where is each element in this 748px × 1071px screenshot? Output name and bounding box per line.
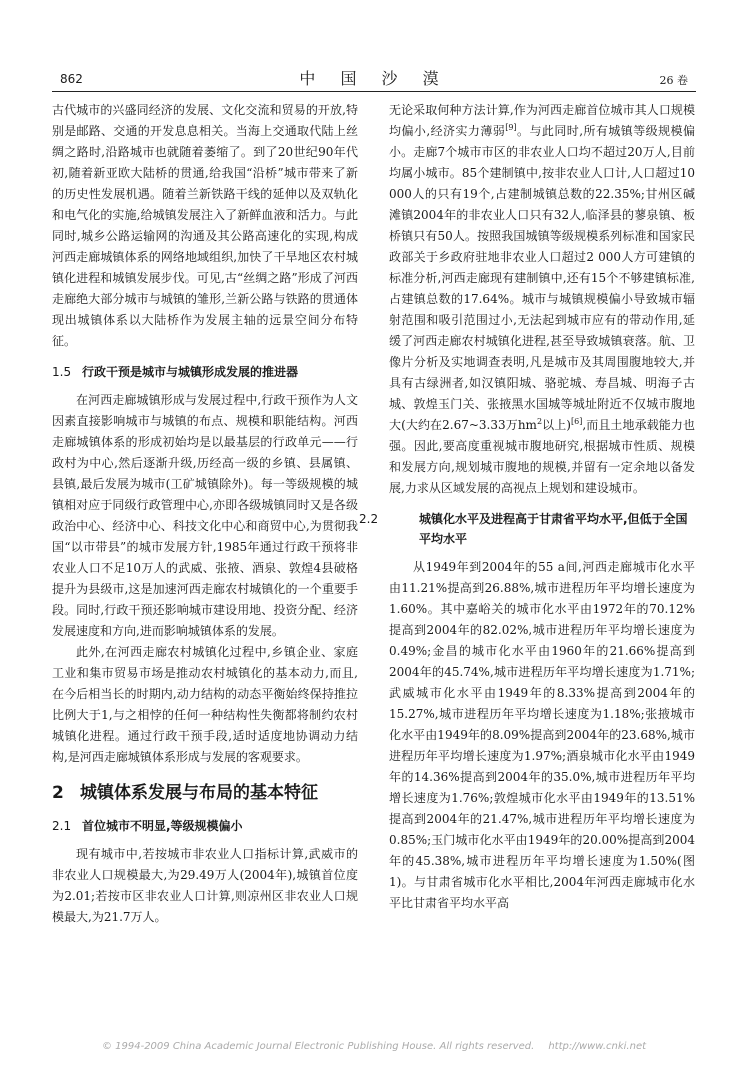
- paragraph-primacy: 现有城市中,若按城市非农业人口指标计算,武威市的非农业人口规模最大,为29.49万人(2004年),城镇首位度为2.01;若按市区非农业人口计算,则凉州区非农业人口规模最大,为21.7万人。: [52, 847, 358, 924]
- section-title: 城镇体系发展与布局的基本特征: [80, 783, 318, 803]
- section-2-2-heading: [359, 509, 695, 549]
- section-title: 行政干预是城市与城镇形成发展的推进器: [82, 365, 299, 379]
- journal-title: 中 国 沙 漠: [299, 69, 449, 88]
- text-run: 无论采取何种方法计算,作为河西走廊首位城市其人口规模均偏小,经济实力薄弱: [389, 103, 695, 138]
- paragraph-urbanization-levels: 从1949年到2004年的55 a间,河西走廊城市化水平由11.21%提高到26.88%,城市进程历年平均增长速度为1.60%。其中嘉峪关的城市化水平由1972年的70.12%提高到2004年的82.02%,城市进程历年平均增长速度为0.49%;金昌的城市化水平由1960年的21.66%提高到2004年的45.74%,城市进程历年平均增长速度为1.71%;武威城市化水平由1949年的8.33%提高到2004年的15.27%,城市进程历年平均增长速度为1.18%;张掖城市化水平由1949年的8.09%提高到2004年的23.68%,城市进程历年平均增长速度为1.97%;酒泉城市化水平由1949年的14.36%提高到2004年的35.0%,城市进程历年平均增长速度为1.76%;敦煌城市化水平由1949年的13.51%提高到2004年的21.47%,城市进程历年平均增长速度为0.85%;玉门城市化水平由1949年的20.00%提高到2004年的45.38%,城市进程历年平均增长速度为1.50%(图1)。与甘肃省城市化水平相比,2004年河西走廊城市化水平比甘肃省平均水平高: [389, 560, 695, 910]
- header-rule: [52, 91, 696, 92]
- copyright-text: © 1994-2009 China Academic Journal Electronic Publishing House. All rights reserved.: [101, 1041, 535, 1052]
- right-column: [359, 100, 695, 914]
- text-run: 以上): [542, 418, 571, 432]
- section-number: 1.5: [52, 365, 72, 379]
- left-column: [52, 100, 358, 928]
- superscript: 2: [536, 417, 543, 426]
- paragraph-admin-intervention: 在河西走廊城镇形成与发展过程中,行政干预作为人文因素直接影响城市与城镇的布点、规模和职能结构。河西走廊城镇体系的形成初始均是以最基层的行政单元——行政村为中心,然后逐渐升级,历经高一级的乡镇、县属镇、县镇,最后发展为城市(工矿城镇除外)。每一等级规模的城镇相对应于同级行政管理中心,亦即各级城镇同时又是各级政治中心、经济中心、科技文化中心和商贸中心,为贯彻我国“以市带县”的城市发展方针,1985年通过行政干预将非农业人口不足10万人的武威、张掖、酒泉、敦煌4县破格提升为县级市,这是加速河西走廊农村城镇化的一个重要手段。同时,行政干预还影响城市建设用地、投资分配、经济发展速度和方向,进而影响城镇体系的发展。: [52, 393, 358, 638]
- section-2-heading: [52, 780, 358, 806]
- text-run: ,而且土地承载能力也强。因此,要高度重视城市腹地研究,根据城市性质、规模和发展方向,规划城市腹地的规模,并留有一定余地以备发展,力求从区域发展的高视点上规划和建设城市。: [389, 418, 695, 495]
- section-2-1-heading: [52, 816, 358, 836]
- running-header: [52, 66, 696, 90]
- section-number: 2: [52, 783, 64, 803]
- section-1-5-heading: [52, 362, 358, 382]
- section-title: 首位城市不明显,等级规模偏小: [82, 819, 243, 833]
- copyright-footer: [0, 1041, 748, 1052]
- paragraph-town-scale: [389, 100, 695, 499]
- footer-url[interactable]: http://www.cnki.net: [548, 1041, 647, 1052]
- page-number: 862: [60, 72, 83, 86]
- paragraph-silk-road: 古代城市的兴盛同经济的发展、文化交流和贸易的开放,特别是邮路、交通的开发息息相关。当海上交通取代陆上丝绸之路时,沿路城市也就随着萎缩了。到了20世纪90年代初,随着新亚欧大陆桥的贯通,给我国“沿桥”城市带来了新的历史性发展机遇。随着兰新铁路干线的延伸以及双轨化和电气化的实施,给城镇发展注入了新鲜血液和活力。与此同时,城乡公路运输网的沟通及其公路高速化的实现,构成河西走廊城镇体系的网络地域组织,加快了干旱地区农村城镇化进程和城镇发展步伐。可见,古“丝绸之路”形成了河西走廊绝大部分城市与城镇的雏形,兰新公路与铁路的贯通体现出城镇体系以大陆桥作为发展主轴的远景空间分布特征。: [52, 103, 358, 348]
- citation-ref: [9]: [505, 123, 517, 132]
- volume-label: 26 卷: [659, 74, 688, 87]
- section-number: 2.1: [52, 819, 72, 833]
- text-run: 。与此同时,所有城镇等级规模偏小。走廊7个城市市区的非农业人口均不超过20万人,目前均属小城市。85个建制镇中,按非农业人口计,人口超过10 000人的只有19个,占建制城镇总数的22.35%;甘州区碱滩镇2004年的非农业人口只有32人,临泽县的蓼泉镇、板桥镇只有50人。按照我国城镇等级规模系列标准和国家民政部关于乡政府驻地非农业人口超过2 000人方可建镇的标准分析,河西走廊现有建制镇中,还有15个不够建镇标准,占建镇总数的17.64%。城市与城镇规模偏小导致城市辐射范围和吸引范围过小,无法起到城市应有的带动作用,延缓了河西走廊农村城镇化进程,甚至导致城镇衰落。航、卫像片分析及实地调查表明,凡是城市及其周围腹地较大,并具有古绿洲者,如汉镇阳城、骆驼城、寿昌城、明海子古城、敦煌玉门关、张掖黑水国城等城址附近不仅城市腹地大(大约在2.67~3.33万hm: [389, 124, 695, 432]
- section-title: 城镇化水平及进程高于甘肃省平均水平,但低于全国平均水平: [419, 512, 688, 546]
- section-number: 2.2: [359, 512, 379, 526]
- paragraph-dynamics: 此外,在河西走廊农村城镇化过程中,乡镇企业、家庭工业和集市贸易市场是推动农村城镇化的基本动力,而且,在今后相当长的时期内,动力结构的动态平衡始终保持推拉比例大于1,与之相悖的任何一种结构性失衡都将制约农村城镇化进程。通过行政干预手段,适时适度地协调动力结构,是河西走廊城镇体系形成与发展的客观要求。: [52, 645, 358, 764]
- citation-ref: [6]: [571, 417, 583, 426]
